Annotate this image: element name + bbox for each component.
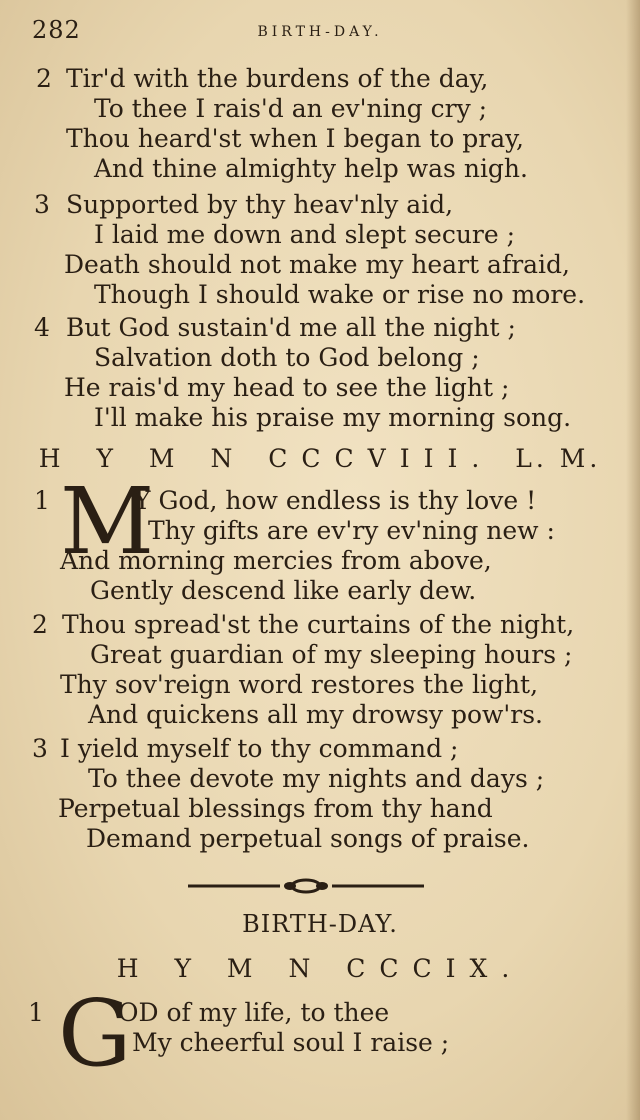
verse-line: And thine almighty help was nigh. [94,154,528,183]
verse-line: OD of my life, to thee [118,998,390,1027]
verse-line: I laid me down and slept secure ; [94,220,516,249]
hymn-title [0,954,640,983]
verse-line: To thee devote my nights and days ; [88,764,545,793]
verse-line: To thee I rais'd an ev'ning cry ; [94,94,488,123]
verse-line: And quickens all my drowsy pow'rs. [88,700,544,729]
stanza-number: 3 [34,190,50,219]
verse-line: And morning mercies from above, [60,546,492,575]
ornament-divider [188,876,424,896]
verse-line: Though I should wake or rise no more. [94,280,586,309]
stanza-number: 2 [32,610,48,639]
verse-line: He rais'd my head to see the light ; [64,373,510,402]
stanza-number: 3 [32,734,48,763]
verse-line: But God sustain'd me all the night ; [66,313,516,342]
ornament-center [292,880,320,892]
verse-line: Thou spread'st the curtains of the night, [62,610,575,639]
verse-line: I'll make his praise my morning song. [94,403,572,432]
running-head: BIRTH-DAY. [257,24,383,40]
drop-cap: M [60,468,155,575]
stanza-number: 1 [28,998,44,1027]
ornament-bead-right [316,882,328,890]
page-number: 282 [32,16,81,44]
verse-line: Tir'd with the burdens of the day, [66,64,489,93]
verse-line: Demand perpetual songs of praise. [86,824,530,853]
hymn-number: H Y M N CCCVIII. [38,444,494,473]
verse-line: Thou heard'st when I began to pray, [66,124,524,153]
hymn-number: H Y M N CCCIX. [116,954,524,983]
page-edge-shadow [626,0,640,1120]
hymn-meter: L. M. [515,444,602,473]
verse-line: My cheerful soul I raise ; [132,1028,450,1057]
stanza-number: 1 [34,486,50,515]
drop-cap: G [58,980,132,1087]
verse-line: Y God, how endless is thy love ! [134,486,537,515]
verse-line: Death should not make my heart afraid, [64,250,570,279]
verse-line: Great guardian of my sleeping hours ; [90,640,573,669]
verse-line: Thy gifts are ev'ry ev'ning new : [148,516,555,545]
verse-line: Salvation doth to God belong ; [94,343,480,372]
verse-line: Supported by thy heav'nly aid, [66,190,454,219]
stanza-number: 4 [34,313,50,342]
verse-line: I yield myself to thy command ; [60,734,459,763]
ornament-bead-left [284,882,296,890]
verse-line: Gently descend like early dew. [90,576,477,605]
verse-line: Thy sov'reign word restores the light, [60,670,539,699]
verse-line: Perpetual blessings from thy hand [58,794,493,823]
page-header [28,12,612,46]
stanza-number: 2 [36,64,52,93]
section-title: BIRTH-DAY. [242,910,398,938]
